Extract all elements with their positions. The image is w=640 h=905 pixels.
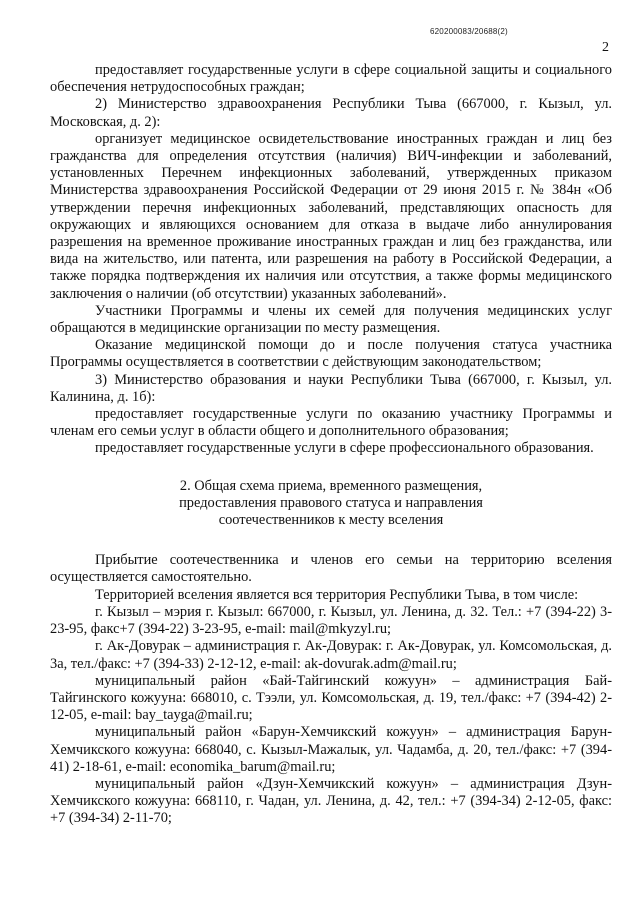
section-heading-line: предоставления правового статуса и направления bbox=[179, 494, 483, 511]
page-number: 2 bbox=[602, 40, 609, 55]
section-heading-line: 2. Общая схема приема, временного размещения, bbox=[179, 477, 483, 494]
paragraph: муниципальный район «Бай-Тайгинский кожуун» – администрация Бай-Тайгинского кожууна: 668010, с. Тээли, ул. Комсомольская, д. 19, тел./факс: +7 (394-42) 2-12-05, e-mail: bay_tayga@mail.ru; bbox=[50, 672, 612, 724]
paragraph: муниципальный район «Дзун-Хемчикский кожуун» – администрация Дзун-Хемчикского кожууна: 668110, г. Чадан, ул. Ленина, д. 42, тел.: +7 (394-34) 2-12-05, факс: +7 (394-34) 2-11-70; bbox=[50, 775, 612, 827]
paragraph: муниципальный район «Барун-Хемчикский кожуун» – администрация Барун-Хемчикского кожууна: 668040, с. Кызыл-Мажалык, ул. Чадамба, д. 20, тел./факс: +7 (394-41) 2-18-61, e-mail: economika_barum@mail.ru; bbox=[50, 724, 612, 775]
paragraph: Оказание медицинской помощи до и после получения статуса участника Программы осуществляется в соответствии с действующим законодательством; bbox=[50, 337, 612, 371]
paragraph: Территорией вселения является вся территория Республики Тыва, в том числе: bbox=[95, 586, 579, 603]
paragraph: предоставляет государственные услуги в сфере профессионального образования. bbox=[95, 440, 594, 457]
paragraph: Участники Программы и члены их семей для получения медицинских услуг обращаются в медицинские организации по месту размещения. bbox=[50, 302, 612, 337]
paragraph: предоставляет государственные услуги в сфере социальной защиты и социального обеспечения нетрудоспособных граждан; bbox=[50, 62, 612, 96]
section-heading-line: соотечественников к месту вселения bbox=[218, 512, 444, 529]
document-body bbox=[50, 62, 612, 828]
paragraph: 3) Министерство образования и науки Республики Тыва (667000, г. Кызыл, ул. Калинина, д. 1б): bbox=[50, 371, 612, 405]
paragraph: г. Кызыл – мэрия г. Кызыл: 667000, г. Кызыл, ул. Ленина, д. 32. Тел.: +7 (394-22) 3-23-95, факс+7 (394-22) 3-23-95, e-mail: mail@mkyzyl.ru; bbox=[50, 603, 612, 638]
section-heading bbox=[50, 478, 612, 530]
paragraph: 2) Министерство здравоохранения Республики Тыва (667000, г. Кызыл, ул. Московская, д. 2): bbox=[50, 96, 612, 130]
paragraph: предоставляет государственные услуги по оказанию участнику Программы и членам его семьи услуг в области общего и дополнительного образования; bbox=[50, 406, 612, 440]
document-number: 620200083/20688(2) bbox=[430, 27, 508, 36]
paragraph: г. Ак-Довурак – администрация г. Ак-Довурак: г. Ак-Довурак, ул. Комсомольская, д. 3а, тел./факс: +7 (394-33) 2-12-12, e-mail: ak-dovurak.adm@mail.ru; bbox=[50, 638, 612, 672]
paragraph: Прибытие соотечественника и членов его семьи на территорию вселения осуществляется самостоятельно. bbox=[50, 552, 612, 586]
paragraph: организует медицинское освидетельствование иностранных граждан и лиц без гражданства для определения отсутствия (наличия) ВИЧ-инфекции и заболеваний, установленных Перечнем инфекционных заболеваний, утвержденных приказом Министерства здравоохранения Российской Федерации от 29 июня 2015 г. № 384н «Об утверждении перечня инфекционных заболеваний, представляющих опасность для окружающих и являющихся основанием для отказа в выдаче либо аннулирования разрешения на временное проживание иностранных граждан и лиц без гражданства, или вида на жительство, или патента, или разрешения на работу в Российской Федерации, а также порядка подтверждения их наличия или отсутствия, а также формы медицинского заключения о наличии (об отсутствии) указанных заболеваний». bbox=[50, 130, 612, 302]
